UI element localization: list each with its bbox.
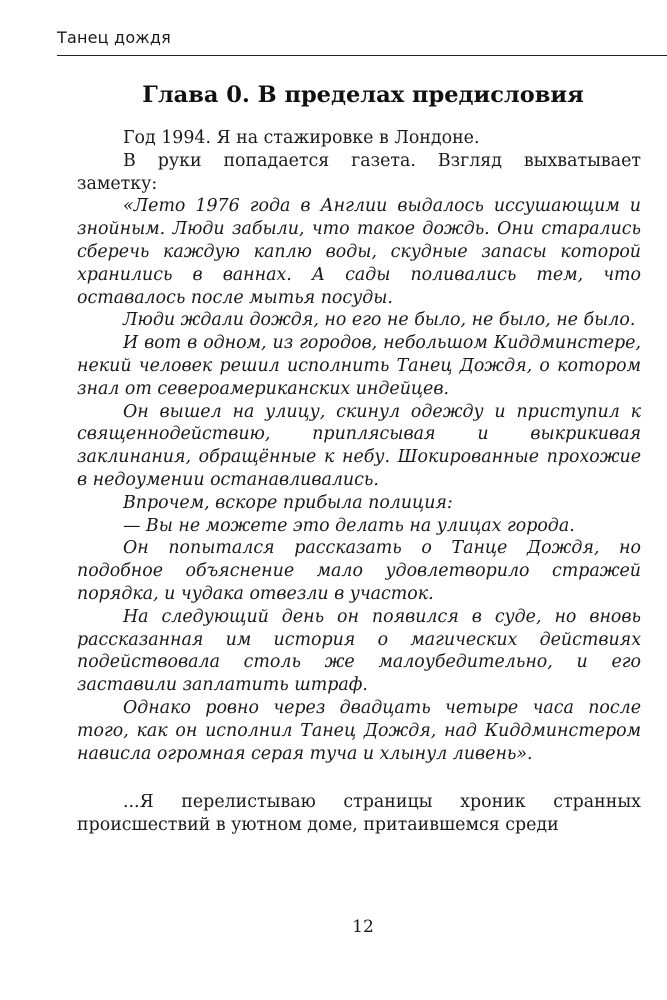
quote-paragraph: Однако ровно через двадцать четыре часа после того, как он исполнил Танец Дождя, над Киддминстером нависла огромная серая туча и хлынул ливень». xyxy=(77,697,641,764)
header-divider xyxy=(57,55,667,56)
paragraph: ...Я перелистываю страницы хроник странных происшествий в уютном доме, притаившемся среди xyxy=(77,792,641,836)
body-text xyxy=(77,127,641,837)
page-number: 12 xyxy=(352,917,374,937)
quote-paragraph: — Вы не можете это делать на улицах города. xyxy=(123,515,575,536)
quote-paragraph: «Лето 1976 года в Англии выдалось иссушающим и знойным. Люди забыли, что такое дождь. Они старались сберечь каждую каплю воды, скудные запасы которой хранились в ваннах. А сады поливались тем, что оставалось после мытья посуды. xyxy=(77,196,641,308)
quote-paragraph: Он попытался рассказать о Танце Дождя, но подобное объяснение мало удовлетворило стражей порядка, и чудака отвезли в участок. xyxy=(77,538,641,604)
quote-paragraph: Впрочем, вскоре прибыла полиция: xyxy=(123,492,453,513)
quote-paragraph: На следующий день он появился в суде, но вновь рассказанная им история о магических действиях подействовала столь же малоубедительно, и его заставили заплатить штраф. xyxy=(77,606,641,696)
paragraph: В руки попадается газета. Взгляд выхватывает заметку: xyxy=(77,150,641,194)
quote-paragraph: Люди ждали дождя, но его не было, не было, не было. xyxy=(123,310,636,331)
chapter-title: Глава 0. В пределах предисловия xyxy=(142,82,584,108)
paragraph-gap xyxy=(77,765,641,791)
running-header: Танец дождя xyxy=(57,28,172,47)
quote-paragraph: Он вышел на улицу, скинул одежду и приступил к священнодействию, приплясывая и выкрикивая заклинания, обращённые к небу. Шокированные прохожие в недоумении останавливались. xyxy=(77,401,641,490)
paragraph: Год 1994. Я на стажировке в Лондоне. xyxy=(123,128,480,148)
quote-paragraph: И вот в одном, из городов, небольшом Киддминстере, некий человек решил исполнить Танец Дождя, о котором знал от североамериканских индейцев. xyxy=(77,333,641,399)
